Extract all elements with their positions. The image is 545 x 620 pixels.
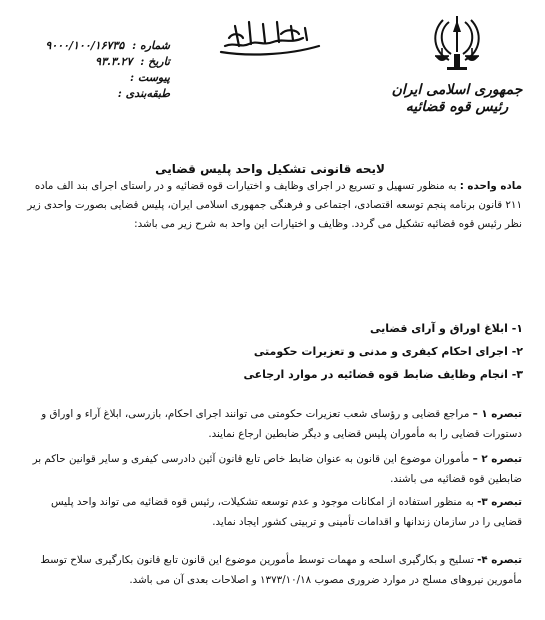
note-text: تسلیح و بکارگیری اسلحه و مهمات توسط مأمورین موضوع این قانون تابع قانون بکارگیری سلاح توسط مأمورین نیروهای مسلح در موارد ضروری مصوب ۱۳۷۳/۱۰/۱۸ و اصلاحات بعدی آن می باشد.: [40, 554, 522, 586]
list-item: [123, 363, 523, 386]
list-item: [123, 340, 523, 363]
classification-row: [20, 86, 170, 102]
note-text: به منظور استفاده از امکانات موجود و عدم توسعه تشکیلات، رئیس قوه قضائیه می تواند واحد پلیس قضایی را در سازمان زندانها و اقدامات تأمینی و تربیتی کشور ایجاد نماید.: [51, 496, 522, 528]
number-value: ۹۰۰۰/۱۰۰/۱۶۷۳۵: [45, 39, 125, 52]
item-text: اجرای احکام کیفری و مدنی و تعزیرات حکومتی: [253, 345, 508, 358]
iran-emblem-icon: [429, 12, 485, 72]
note-paragraph: [22, 449, 522, 489]
item-number: ۳-: [511, 368, 523, 381]
classification-label: طبقه‌بندی :: [117, 87, 170, 100]
note-paragraph: [22, 404, 522, 444]
letter-date-row: [20, 54, 170, 70]
duties-list: [123, 317, 523, 386]
document-title: لایحه قانونی تشکیل واحد پلیس قضایی: [155, 162, 385, 176]
item-text: ابلاغ اوراق و آرای قضایی: [370, 322, 508, 335]
note-label: تبصره ۳-: [477, 496, 522, 508]
article-text: به منظور تسهیل و تسریع در اجرای وظایف و اختیارات قوه قضائیه و در راستای اجرای بند الف ماده ۲۱۱ قانون برنامه پنجم توسعه اقتصادی، اجتماعی و فرهنگی جمهوری اسلامی ایران، پلیس قضایی بصورت واحدی زیر نظر رئیس قوه قضائیه تشکیل می گردد. وظایف و اختیارات این واحد به شرح زیر می باشد:: [27, 180, 522, 230]
letter-metadata: [20, 38, 170, 102]
note-text: مراجع قضایی و رؤسای شعب تعزیرات حکومتی می توانند اجرای احکام، بازرسی، ابلاغ آراء و اوراق و دستورات قضایی را به مأموران پلیس قضایی و دیگر ضابطین ارجاع نمایند.: [41, 408, 522, 440]
note-text: مأموران موضوع این قانون به عنوان ضابط خاص تابع قانون آئین دادرسی کیفری و سایر قوانین حاکم بر ضابطین قوه قضائیه می باشند.: [32, 453, 522, 485]
basmala-calligraphy-icon: [215, 16, 325, 60]
note-paragraph: [22, 550, 522, 590]
item-text: انجام وظایف ضابط قوه قضائیه در موارد ارجاعی: [243, 368, 508, 381]
article-label: ماده واحده :: [459, 180, 522, 192]
item-number: ۲-: [511, 345, 523, 358]
note-label: تبصره ۱ –: [472, 408, 522, 420]
note-label: تبصره ۴-: [477, 554, 522, 566]
attachment-row: [20, 70, 170, 86]
note-paragraph: [22, 492, 522, 532]
note-label: تبصره ۲ –: [472, 453, 522, 465]
attachment-label: پیوست :: [130, 71, 170, 84]
organization-header: [387, 82, 527, 116]
article-paragraph: [22, 177, 522, 234]
date-label: تاریخ :: [140, 55, 170, 68]
item-number: ۱-: [511, 322, 523, 335]
list-item: [123, 317, 523, 340]
org-line-1: جمهوری اسلامی ایران: [391, 82, 523, 98]
date-value: ۹۳.۳.۲۷: [95, 55, 133, 68]
number-label: شماره :: [132, 39, 170, 52]
letter-number-row: [20, 38, 170, 54]
org-line-2: رئیس قوه قضائیه: [405, 99, 509, 115]
